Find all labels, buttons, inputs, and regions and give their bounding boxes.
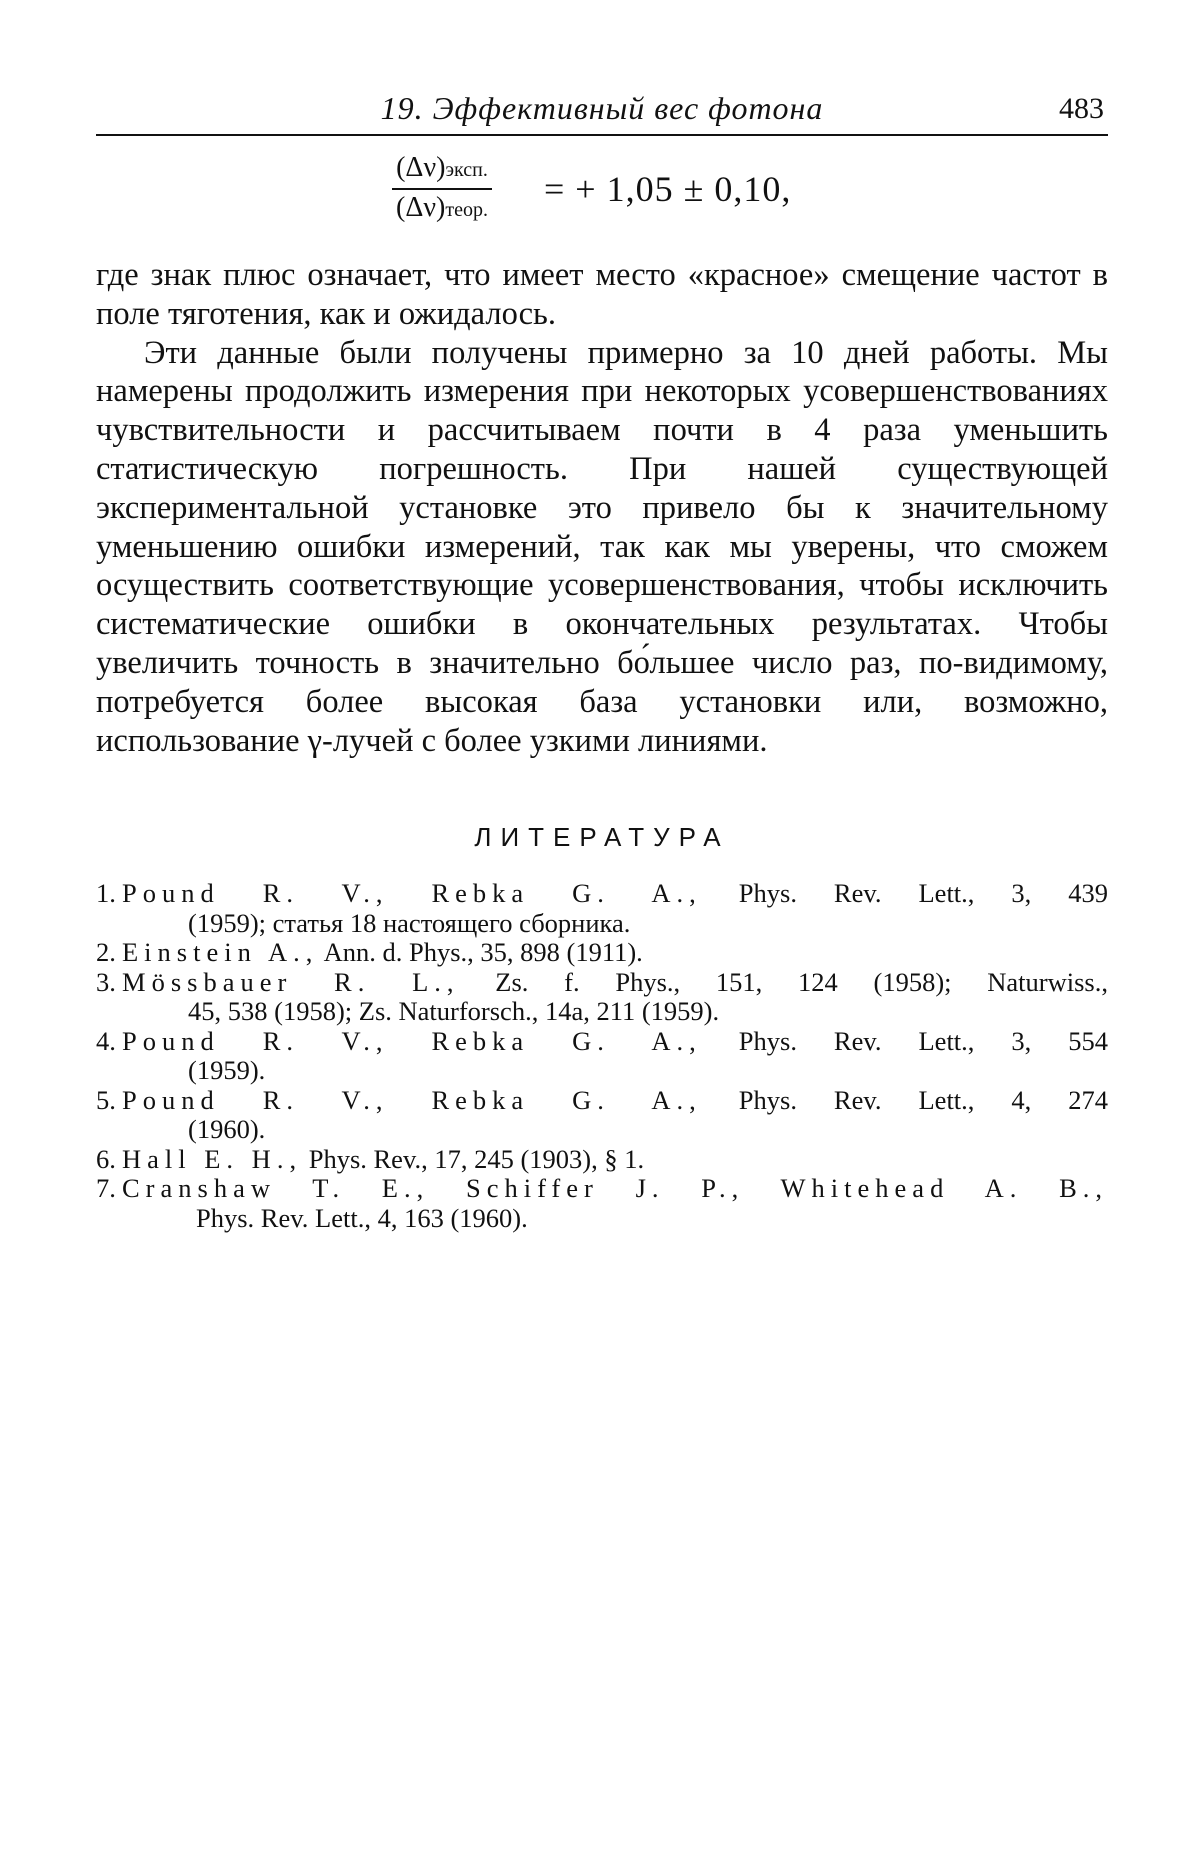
reference-number: 1.	[96, 878, 116, 909]
references-list	[96, 879, 1108, 1233]
reference-source: Phys. Rev. Lett., 3, 439	[738, 878, 1108, 909]
reference-item	[96, 938, 1108, 968]
formula-denominator: (Δν)теор.	[396, 192, 488, 223]
formula-rhs: = + 1,05 ± 0,10,	[544, 169, 792, 209]
formula-numerator-subscript: эксп.	[445, 159, 488, 181]
reference-source: Ann. d. Phys., 35, 898 (1911).	[323, 937, 643, 968]
reference-source: Phys. Rev. Lett., 4, 274	[738, 1084, 1108, 1115]
reference-authors: Pound R. V., Rebka G. A.,	[122, 878, 702, 909]
reference-item	[96, 879, 1108, 938]
reference-number: 4.	[96, 1025, 116, 1056]
reference-item	[96, 1145, 1108, 1175]
reference-authors: Pound R. V., Rebka G. A.,	[122, 1025, 702, 1056]
body-text	[96, 256, 1108, 760]
formula-fraction	[392, 150, 492, 228]
running-head	[96, 86, 1108, 136]
formula-numerator: (Δν)эксп.	[392, 150, 492, 190]
reference-authors: Mössbauer R. L.,	[122, 966, 460, 997]
reference-number: 5.	[96, 1084, 116, 1115]
running-title: 19. Эффективный вес фотона	[380, 90, 824, 126]
reference-authors: Cranshaw T. E., Schiffer J. P., Whitehead A. B.,	[122, 1173, 1108, 1204]
reference-item	[96, 1027, 1108, 1086]
reference-source: Phys. Rev., 17, 245 (1903), § 1.	[308, 1143, 645, 1174]
reference-item	[96, 1174, 1108, 1233]
reference-continuation: (1959).	[188, 1055, 266, 1086]
formula	[96, 150, 1108, 234]
reference-source: Zs. f. Phys., 151, 124 (1958); Naturwiss.,	[495, 966, 1108, 997]
reference-number: 3.	[96, 966, 116, 997]
book-page	[96, 86, 1108, 1233]
reference-authors: Hall E. H.,	[122, 1143, 303, 1174]
formula-denominator-subscript: теор.	[445, 199, 488, 221]
reference-authors: Pound R. V., Rebka G. A.,	[122, 1084, 702, 1115]
reference-source: Phys. Rev. Lett., 3, 554	[738, 1025, 1108, 1056]
reference-number: 6.	[96, 1143, 116, 1174]
reference-number: 2.	[96, 937, 116, 968]
paragraph-2: Эти данные были получены примерно за 10 дней работы. Мы намерены продолжить измерения при некоторых усовершенствованиях чувствительности и рассчитываем почти в 4 раза уменьшить статистическую погрешность. При нашей существующей экспериментальной установке это привело бы к значительному уменьшению ошибки измерений, так как мы уверены, что сможем осуществить соответствующие усовершенствования, чтобы исключить систематические ошибки в окончательных результатах. Чтобы увеличить точность в значительно бо́льшее число раз, по-видимому, потребуется более высокая база установки или, возможно, использование γ-лучей с более узкими линиями.	[96, 334, 1108, 759]
references-heading: ЛИТЕРАТУРА	[474, 822, 730, 853]
reference-continuation: (1959); статья 18 настоящего сборника.	[188, 907, 631, 938]
reference-continuation: (1960).	[188, 1114, 266, 1145]
reference-item	[96, 968, 1108, 1027]
reference-continuation: 45, 538 (1958); Zs. Naturforsch., 14a, 211 (1959).	[188, 996, 720, 1027]
reference-item	[96, 1086, 1108, 1145]
reference-number: 7.	[96, 1173, 116, 1204]
page-number: 483	[1059, 92, 1104, 125]
reference-continuation: Phys. Rev. Lett., 4, 163 (1960).	[196, 1202, 528, 1233]
reference-authors: Einstein A.,	[122, 937, 319, 968]
paragraph-1: где знак плюс означает, что имеет место «красное» смещение частот в поле тяготения, как и ожидалось.	[96, 257, 1108, 332]
